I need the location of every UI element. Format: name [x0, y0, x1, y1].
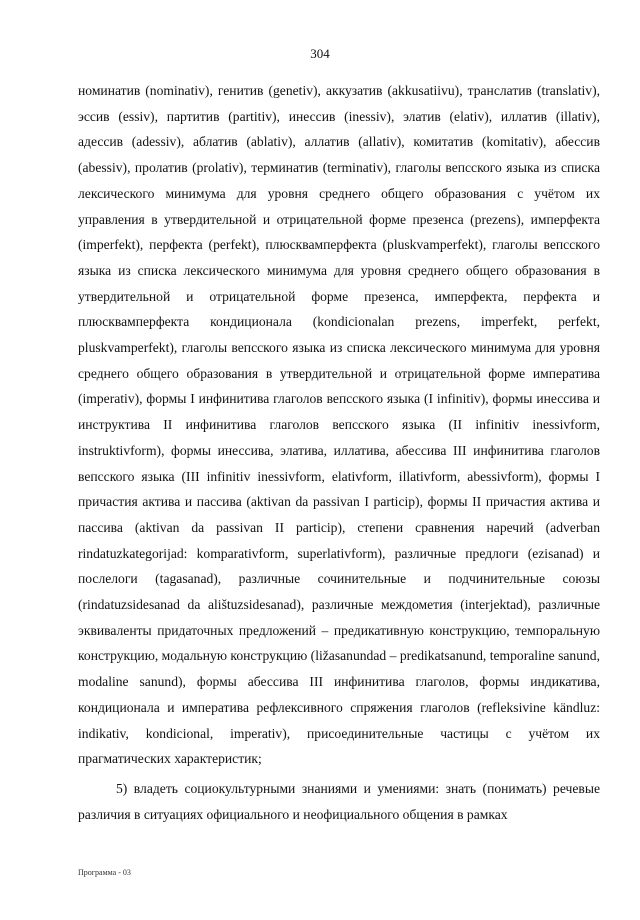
paragraph-grammar-list: номинатив (nominativ), генитив (genetiv), аккузатив (akkusatiivu), транслатив (translativ), эссив (essiv), партитив (partitiv), инессив (inessiv), элатив (elativ), иллатив (illativ), адессив (adessiv), аблатив (ablativ), аллатив (allativ), комитатив (komitativ), абессив (abessiv), пролатив (prolativ), терминатив (terminativ), глаголы вепсского языка из списка лексического минимума для уровня среднего общего образования с учётом их управления в утвердительной и отрицательной форме презенса (prezens), имперфекта (imperfekt), перфекта (perfekt), плюсквамперфекта (pluskvamperfekt), глаголы вепсского языка из списка лексического минимума для уровня среднего общего образования в утвердительной и отрицательной форме презенса, имперфекта, перфекта и плюсквамперфекта кондиционала (kondicionalan prezens, imperfekt, perfekt, pluskvamperfekt), глаголы вепсского языка из списка лексического минимума для уровня среднего общего образования в утвердительной и отрицательной форме императива (imperativ), формы I инфинитива глаголов вепсского языка (I infinitiv), формы инессива и инструктива II инфинитива глаголов вепсского языка (II infinitiv inessivform, instruktivform), формы инессива, элатива, иллатива, абессива III инфинитива глаголов вепсского языка (III infinitiv inessivform, elativform, illativform, abessivform), формы I причастия актива и пассива (aktivan da passivan I particip), формы II причастия актива и пассива (aktivan da passivan II particip), степени сравнения наречий (adverban rindatuzkategorijad: komparativform, superlativform), различные предлоги (ezisanad) и послелоги (tagasanad), различные сочинительные и подчинительные союзы (rindatuzsidesanad da alištuzsidesanad), различные междометия (interjektad), различные эквиваленты придаточных предложений – предикативную конструкцию, темпоральную конструкцию, модальную конструкцию (ližasanundad – predikatsanund, temporaline sanund, modaline sanund), формы абессива III инфинитива глаголов, формы индикатива, кондиционала и императива рефлексивного спряжения глаголов (refleksivine kändluz: indikativ, kondicional, imperativ), присоединительные частицы с учётом их прагматических характеристик; — [78, 83, 600, 767]
paragraph-sociocultural: 5) владеть социокультурными знаниями и умениями: знать (понимать) речевые различия в ситуациях официального и неофициального общения в рамках — [78, 780, 600, 822]
page-number: 304 — [310, 46, 330, 61]
body-text — [78, 78, 600, 827]
footer-label: Программа - 03 — [78, 868, 131, 877]
